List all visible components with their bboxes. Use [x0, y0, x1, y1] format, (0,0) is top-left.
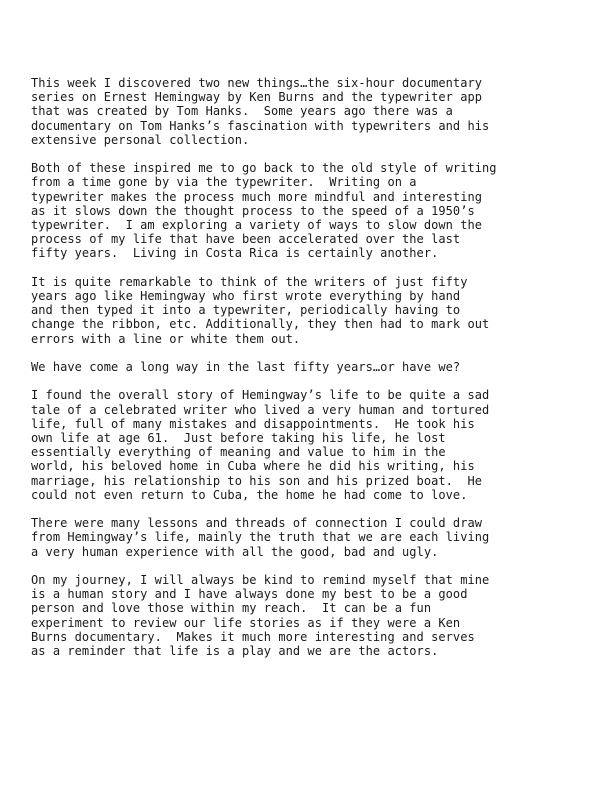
- text-line: could not even return to Cuba, the home he had come to love.: [31, 487, 468, 502]
- paragraph-5: [31, 388, 591, 502]
- document-body: [31, 76, 591, 672]
- text-line: I found the overall story of Hemingway’s life to be quite a sad: [31, 388, 490, 403]
- text-line: person and love those within my reach. It can be a fun: [31, 601, 432, 616]
- text-line: On my journey, I will always be kind to remind myself that mine: [31, 573, 490, 588]
- text-line: There were many lessons and threads of connection I could draw: [31, 516, 483, 531]
- text-line: typewriter. I am exploring a variety of ways to slow down the: [31, 218, 483, 233]
- text-line: documentary on Tom Hanks’s fascination with typewriters and his: [31, 118, 490, 133]
- text-line: series on Ernest Hemingway by Ken Burns and the typewriter app: [31, 90, 483, 105]
- text-line: tale of a celebrated writer who lived a very human and tortured: [31, 402, 490, 417]
- paragraph-3: [31, 275, 591, 346]
- text-line: as it slows down the thought process to the speed of a 1950’s: [31, 203, 475, 218]
- text-line: This week I discovered two new things…the six-hour documentary: [31, 76, 483, 90]
- paragraph-7: [31, 573, 591, 658]
- text-line: fifty years. Living in Costa Rica is certainly another.: [31, 246, 439, 261]
- text-line: extensive personal collection.: [31, 132, 250, 147]
- text-line: change the ribbon, etc. Additionally, they then had to mark out: [31, 317, 490, 332]
- text-line: Burns documentary. Makes it much more interesting and serves: [31, 629, 475, 644]
- text-line: We have come a long way in the last fifty years…or have we?: [31, 360, 461, 375]
- text-line: errors with a line or white them out.: [31, 331, 301, 346]
- text-line: that was created by Tom Hanks. Some years ago there was a: [31, 104, 453, 119]
- text-line: experiment to review our life stories as if they were a Ken: [31, 615, 461, 630]
- text-line: life, full of many mistakes and disappointments. He took his: [31, 416, 475, 431]
- paragraph-4: [31, 360, 591, 374]
- text-line: It is quite remarkable to think of the writers of just fifty: [31, 274, 468, 289]
- text-line: years ago like Hemingway who first wrote everything by hand: [31, 289, 461, 304]
- text-line: Both of these inspired me to go back to the old style of writing: [31, 161, 497, 176]
- text-line: essentially everything of meaning and value to him in the: [31, 445, 446, 460]
- text-line: and then typed it into a typewriter, periodically having to: [31, 303, 461, 318]
- text-line: typewriter makes the process much more mindful and interesting: [31, 189, 483, 204]
- text-line: own life at age 61. Just before taking his life, he lost: [31, 431, 446, 446]
- paragraph-1: [31, 76, 591, 147]
- text-line: as a reminder that life is a play and we are the actors.: [31, 644, 439, 659]
- text-line: is a human story and I have always done my best to be a good: [31, 587, 468, 602]
- text-line: world, his beloved home in Cuba where he did his writing, his: [31, 459, 475, 474]
- paragraph-6: [31, 516, 591, 559]
- paragraph-2: [31, 161, 591, 260]
- text-line: a very human experience with all the good, bad and ugly.: [31, 544, 439, 559]
- text-line: marriage, his relationship to his son and his prized boat. He: [31, 473, 483, 488]
- text-line: from Hemingway’s life, mainly the truth that we are each living: [31, 530, 490, 545]
- text-line: from a time gone by via the typewriter. Writing on a: [31, 175, 417, 190]
- text-line: process of my life that have been accelerated over the last: [31, 232, 461, 247]
